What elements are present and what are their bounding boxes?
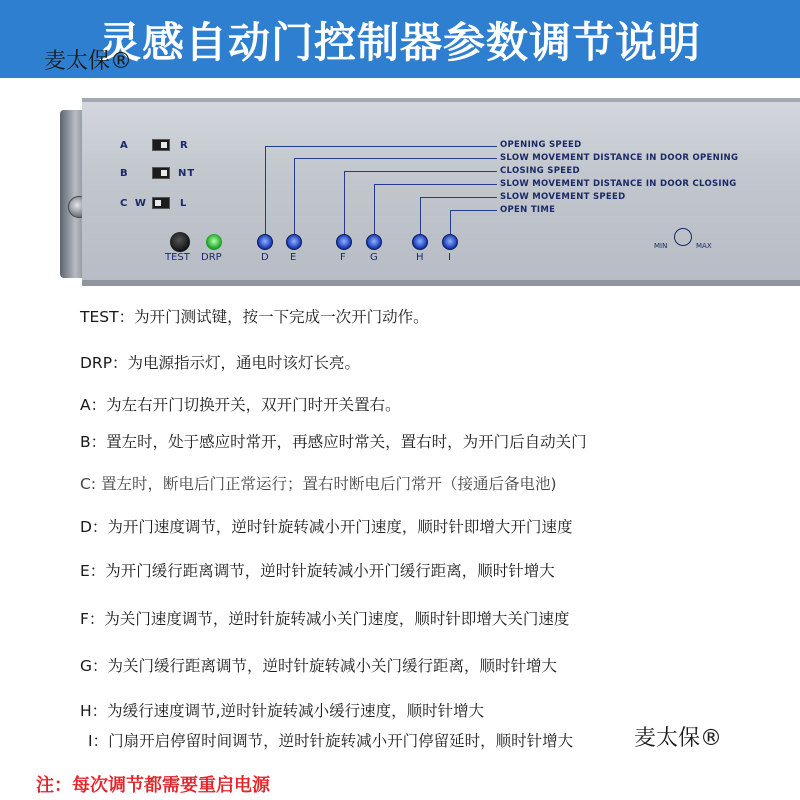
desc-c: C: 置左时，断电后门正常运行；置右时断电后门常开（接通后备电池)	[80, 475, 557, 493]
leader-line-e-h	[294, 158, 497, 159]
desc-test: TEST：为开门测试键，按一下完成一次开门动作。	[80, 308, 429, 326]
knob-h-label: H	[416, 252, 424, 263]
desc-a: A：为左右开门切换开关，双开门时开关置右。	[80, 396, 401, 414]
legend-opening-speed: OPENING SPEED	[500, 140, 582, 150]
knob-i[interactable]	[442, 234, 458, 250]
legend-open-time: OPEN TIME	[500, 205, 556, 215]
desc-drp: DRP：为电源指示灯，通电时该灯长亮。	[80, 354, 361, 372]
watermark-top: 麦太保®	[44, 49, 133, 74]
controller-panel	[82, 98, 800, 286]
drp-indicator-light	[206, 234, 222, 250]
leader-line-g-h	[374, 184, 497, 185]
controller-panel-photo	[60, 98, 800, 286]
test-label: TEST	[165, 252, 190, 263]
pot-max-label: MAX	[696, 242, 712, 250]
knob-h[interactable]	[412, 234, 428, 250]
knob-e-label: E	[290, 252, 297, 263]
desc-h: H：为缓行速度调节,逆时针旋转减小缓行速度，顺时针增大	[80, 702, 485, 720]
knob-g-label: G	[370, 252, 378, 263]
desc-e: E：为开门缓行距离调节，逆时针旋转减小开门缓行距离，顺时针增大	[80, 562, 555, 580]
knob-i-label: I	[448, 252, 451, 263]
switch-a-right-label: R	[180, 140, 192, 151]
leader-line-e	[294, 158, 295, 234]
legend-closing-speed: CLOSING SPEED	[500, 166, 580, 176]
desc-b: B：置左时，处于感应时常开，再感应时常关，置右时，为开门后自动关门	[80, 433, 587, 451]
knob-d-label: D	[261, 252, 269, 263]
knob-d[interactable]	[257, 234, 273, 250]
knob-g[interactable]	[366, 234, 382, 250]
leader-line-f	[344, 171, 345, 234]
switch-b-left-label: B	[120, 168, 132, 179]
potentiometer-dial-icon[interactable]	[674, 228, 692, 246]
restart-power-note: 注：每次调节都需要重启电源	[36, 775, 270, 796]
switch-c-right-label: L	[180, 198, 191, 209]
legend-slow-speed: SLOW MOVEMENT SPEED	[500, 192, 626, 202]
knob-f[interactable]	[336, 234, 352, 250]
desc-i: I：门扇开启停留时间调节，逆时针旋转减小开门停留延时，顺时针增大	[88, 732, 574, 750]
switch-c[interactable]	[152, 197, 170, 209]
leader-line-h	[420, 197, 421, 234]
switch-c-left-label: C W	[120, 198, 148, 209]
leader-line-i	[450, 210, 451, 234]
test-button[interactable]	[170, 232, 190, 252]
desc-g: G：为关门缓行距离调节，逆时针旋转减小关门缓行距离，顺时针增大	[80, 657, 558, 675]
leader-line-f-h	[344, 171, 497, 172]
desc-f: F：为关门速度调节，逆时针旋转减小关门速度，顺时针即增大关门速度	[80, 610, 570, 628]
leader-line-h-h	[420, 197, 497, 198]
leader-line-i-h	[450, 210, 497, 211]
switch-b-right-label: NT	[178, 168, 196, 179]
drp-label: DRP	[201, 252, 222, 263]
switch-a[interactable]	[152, 139, 170, 151]
legend-slow-distance-closing: SLOW MOVEMENT DISTANCE IN DOOR CLOSING	[500, 179, 737, 189]
legend-slow-distance-opening: SLOW MOVEMENT DISTANCE IN DOOR OPENING	[500, 153, 739, 163]
watermark-bottom: 麦太保®	[634, 726, 723, 751]
page-title: 灵感自动门控制器参数调节说明	[98, 18, 701, 67]
knob-f-label: F	[340, 252, 346, 263]
leader-line-d-h	[265, 146, 497, 147]
switch-b[interactable]	[152, 167, 170, 179]
switch-a-left-label: A	[120, 140, 132, 151]
knob-e[interactable]	[286, 234, 302, 250]
leader-line-g	[374, 184, 375, 234]
leader-line-d	[265, 146, 266, 234]
pot-min-label: MIN	[654, 242, 668, 250]
desc-d: D：为开门速度调节，逆时针旋转减小开门速度，顺时针即增大开门速度	[80, 518, 573, 536]
